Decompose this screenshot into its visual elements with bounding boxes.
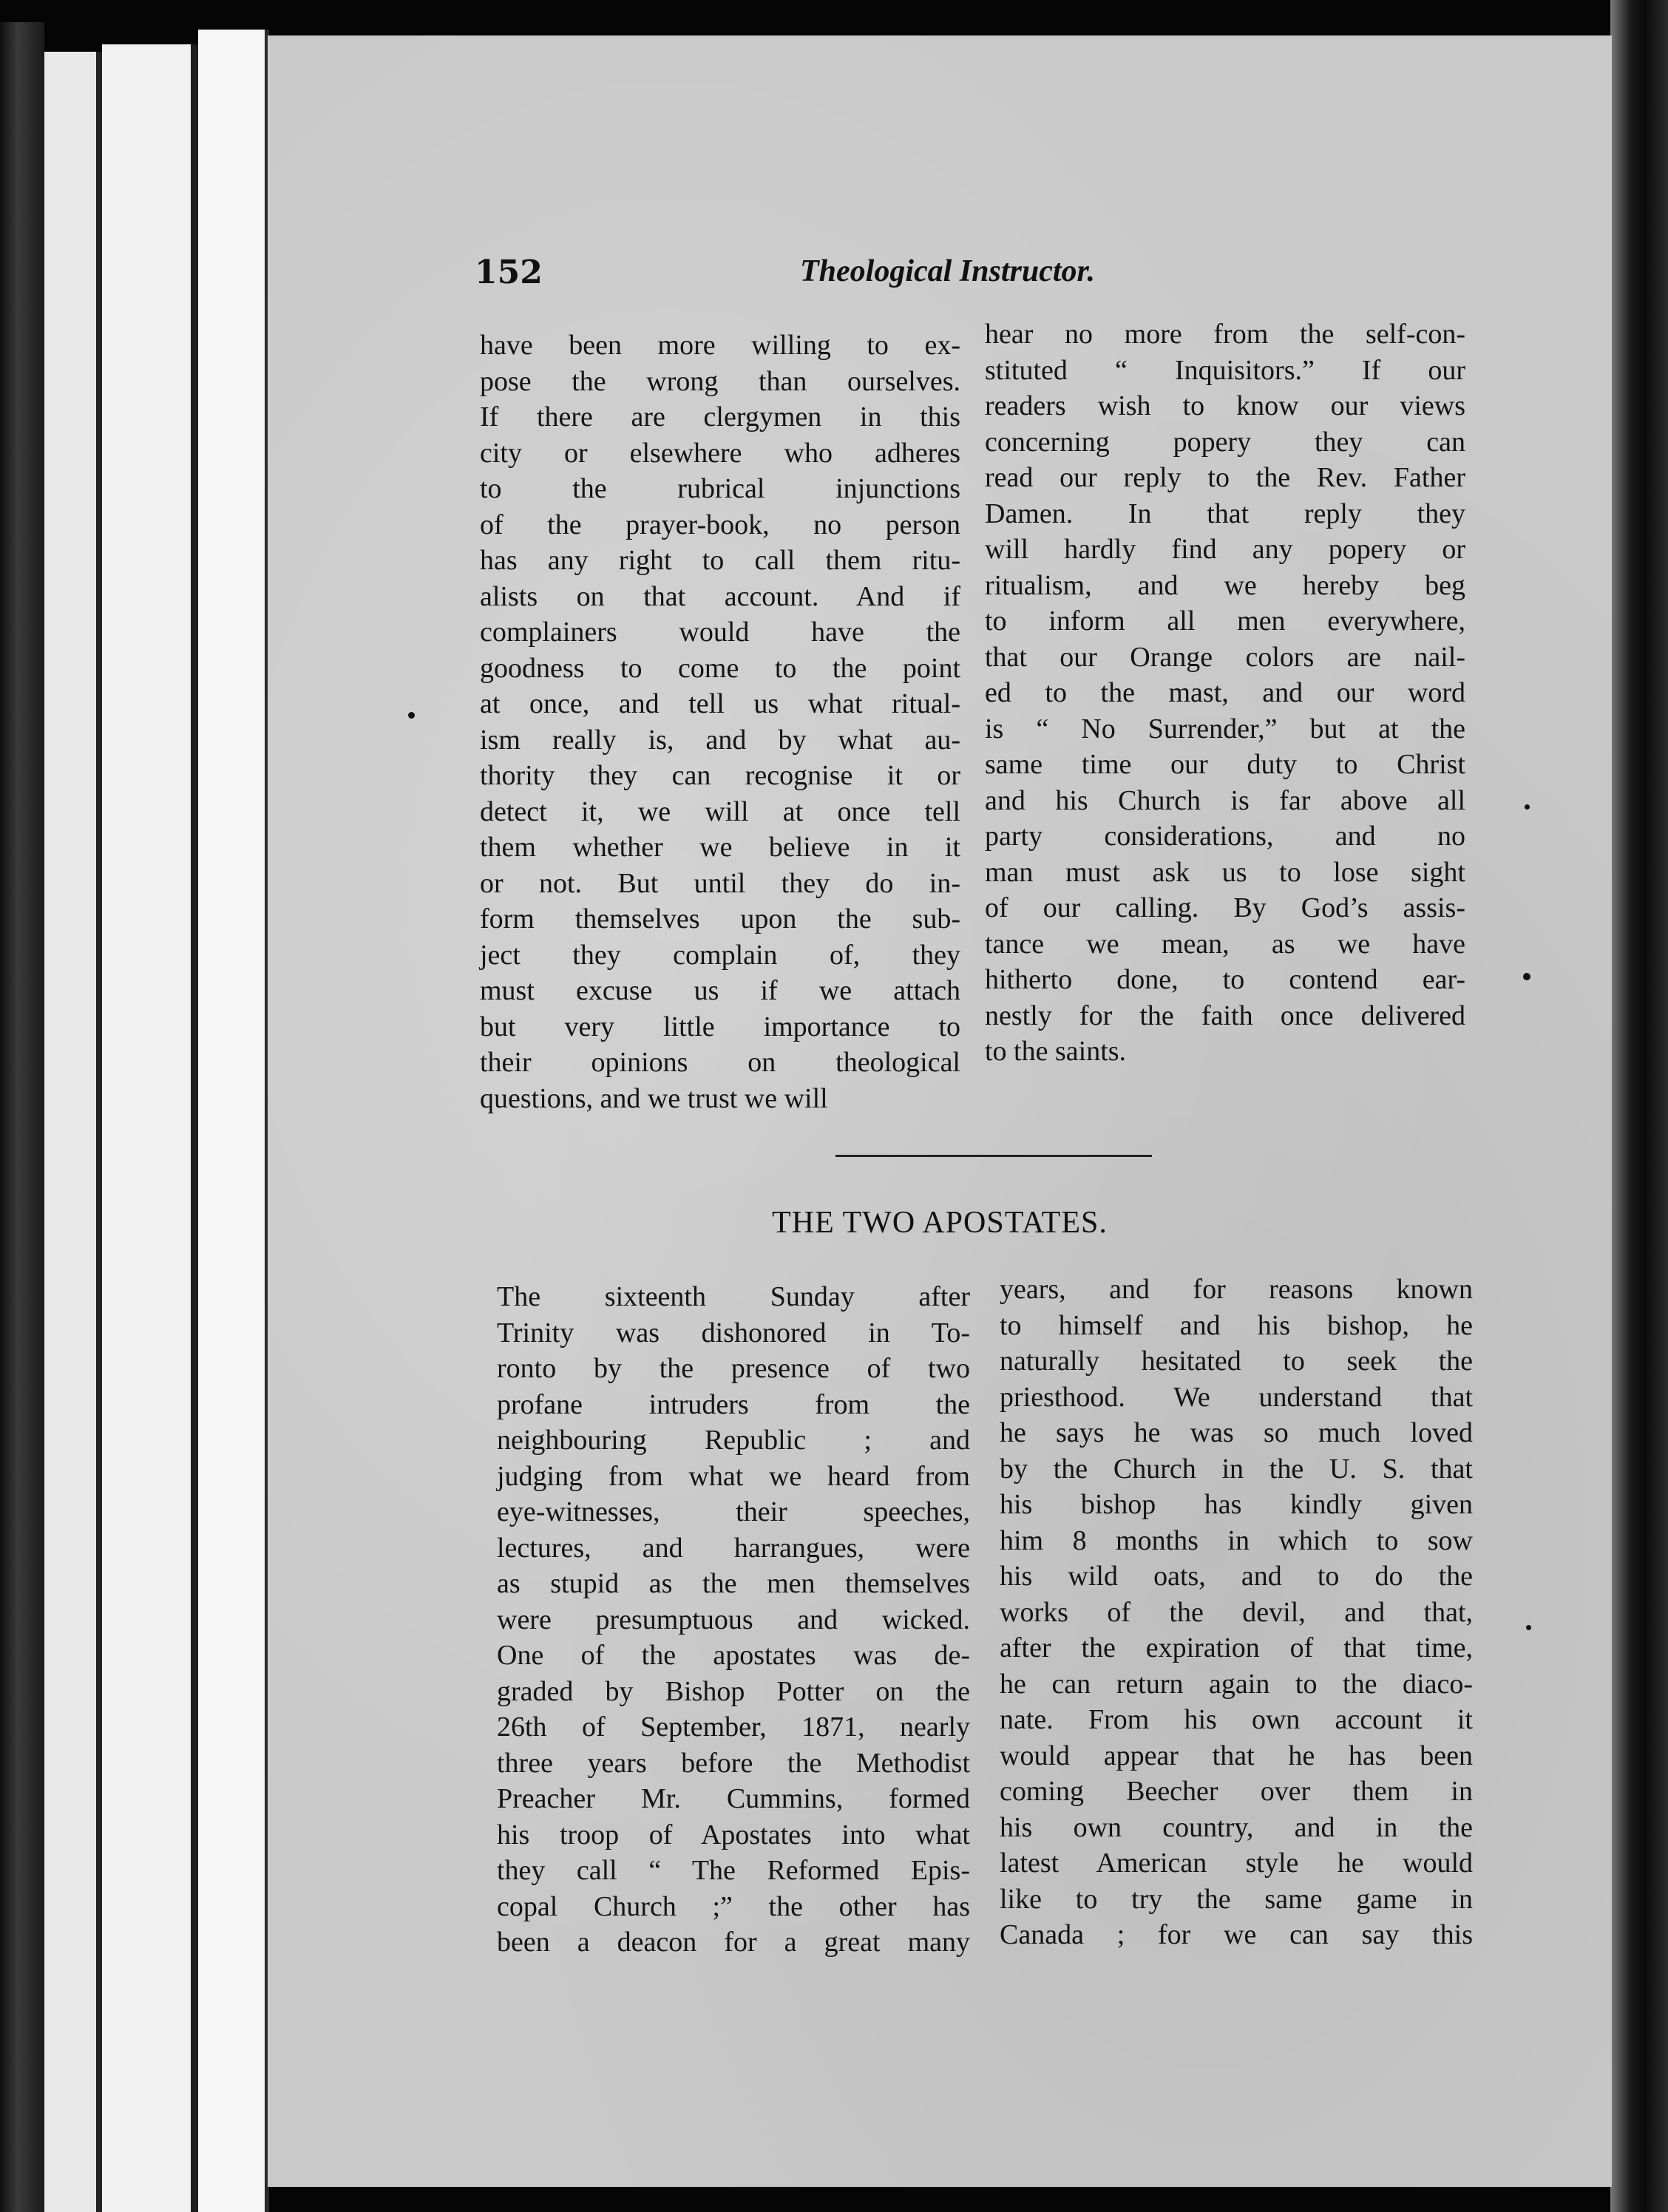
text-line: read our reply to the Rev. Father xyxy=(985,462,1465,493)
ink-speck xyxy=(1525,804,1530,810)
text-line: to the saints. xyxy=(985,1036,1127,1067)
section-title: THE TWO APOSTATES. xyxy=(772,1206,1108,1240)
text-line: coming Beecher over them in xyxy=(1000,1776,1473,1807)
text-line: works of the devil, and that, xyxy=(1000,1596,1473,1628)
text-line: and his Church is far above all xyxy=(985,784,1465,816)
text-line: The sixteenth Sunday after xyxy=(497,1281,970,1312)
text-line: like to try the same game in xyxy=(1000,1883,1473,1915)
text-column-left-top xyxy=(480,328,960,1116)
page-number: 152 xyxy=(475,254,543,291)
text-line: form themselves upon the sub- xyxy=(480,903,960,934)
text-line: nate. From his own account it xyxy=(1000,1704,1473,1735)
text-line: would appear that he has been xyxy=(1000,1740,1473,1771)
text-line: he can return again to the diaco- xyxy=(1000,1668,1473,1700)
text-line: same time our duty to Christ xyxy=(985,749,1465,780)
text-line: will hardly find any popery or xyxy=(985,534,1465,565)
text-line: or not. But until they do in- xyxy=(480,867,960,899)
text-line: hitherto done, to contend ear- xyxy=(985,964,1465,995)
text-line: Damen. In that reply they xyxy=(985,498,1465,529)
ink-speck xyxy=(1526,1625,1531,1630)
book-binding xyxy=(1610,0,1668,2212)
text-line: Canada ; for we can say this xyxy=(1000,1919,1473,1950)
text-line: have been more willing to ex- xyxy=(480,330,960,361)
book-page-edge xyxy=(44,52,102,2212)
text-line: tance we mean, as we have xyxy=(985,928,1465,960)
text-column-right-top xyxy=(985,316,1465,1070)
book-page xyxy=(268,35,1612,2187)
text-line: his troop of Apostates into what xyxy=(497,1819,970,1850)
text-line: pose the wrong than ourselves. xyxy=(480,365,960,397)
text-line: after the expiration of that time, xyxy=(1000,1632,1473,1663)
text-line: must excuse us if we attach xyxy=(480,975,960,1006)
text-line: Trinity was dishonored in To- xyxy=(497,1317,970,1348)
text-line: naturally hesitated to seek the xyxy=(1000,1346,1473,1377)
text-line: ed to the mast, and our word xyxy=(985,677,1465,708)
text-line: detect it, we will at once tell xyxy=(480,795,960,827)
text-line: by the Church in the U. S. that xyxy=(1000,1453,1473,1485)
text-line: questions, and we trust we will xyxy=(480,1082,828,1114)
ink-speck xyxy=(1523,973,1530,980)
text-line: priesthood. We understand that xyxy=(1000,1381,1473,1413)
page-header xyxy=(268,254,1612,313)
text-line: they call “ The Reformed Epis- xyxy=(497,1855,970,1886)
text-line: alists on that account. And if xyxy=(480,580,960,612)
text-line: has any right to call them ritu- xyxy=(480,545,960,576)
text-line: but very little importance to xyxy=(480,1011,960,1042)
text-line: If there are clergymen in this xyxy=(480,401,960,432)
text-line: man must ask us to lose sight xyxy=(985,856,1465,888)
text-line: party considerations, and no xyxy=(985,821,1465,852)
text-line: judging from what we heard from xyxy=(497,1460,970,1492)
text-line: stituted “ Inquisitors.” If our xyxy=(985,354,1465,386)
book-edge-dark xyxy=(0,22,44,2212)
text-line: Preacher Mr. Cummins, formed xyxy=(497,1783,970,1814)
text-line: ritualism, and we hereby beg xyxy=(985,569,1465,601)
text-line: hear no more from the self-con- xyxy=(985,319,1465,350)
text-line: eye-witnesses, their speeches, xyxy=(497,1496,970,1527)
section-divider xyxy=(835,1155,1152,1157)
text-line: to the rubrical injunctions xyxy=(480,473,960,504)
text-line: their opinions on theological xyxy=(480,1047,960,1078)
text-line: of the prayer-book, no person xyxy=(480,509,960,540)
text-line: his own country, and in the xyxy=(1000,1811,1473,1843)
text-line: graded by Bishop Potter on the xyxy=(497,1675,970,1707)
text-line: readers wish to know our views xyxy=(985,390,1465,421)
ink-speck xyxy=(408,712,415,719)
text-column-left-bottom xyxy=(497,1279,970,1961)
text-line: One of the apostates was de- xyxy=(497,1640,970,1671)
text-line: complainers would have the xyxy=(480,617,960,648)
book-page-edge xyxy=(102,44,198,2212)
text-line: latest American style he would xyxy=(1000,1848,1473,1879)
text-line: of our calling. By God’s assis- xyxy=(985,892,1465,923)
text-line: lectures, and harrangues, were xyxy=(497,1532,970,1564)
text-line: at once, and tell us what ritual- xyxy=(480,688,960,719)
text-line: profane intruders from the xyxy=(497,1388,970,1420)
text-line: ject they complain of, they xyxy=(480,939,960,971)
text-line: nestly for the faith once delivered xyxy=(985,1000,1465,1031)
text-line: city or elsewhere who adheres xyxy=(480,437,960,469)
text-line: thority they can recognise it or xyxy=(480,760,960,791)
text-line: copal Church ;” the other has xyxy=(497,1890,970,1922)
text-line: as stupid as the men themselves xyxy=(497,1568,970,1599)
text-line: concerning popery they can xyxy=(985,426,1465,458)
text-line: that our Orange colors are nail- xyxy=(985,641,1465,673)
text-line: his bishop has kindly given xyxy=(1000,1489,1473,1520)
book-page-edge xyxy=(198,30,269,2212)
text-line: to inform all men everywhere, xyxy=(985,605,1465,637)
text-line: ism really is, and by what au- xyxy=(480,724,960,756)
text-line: him 8 months in which to sow xyxy=(1000,1524,1473,1556)
text-line: ronto by the presence of two xyxy=(497,1353,970,1384)
text-column-right-bottom xyxy=(1000,1272,1473,1953)
text-line: goodness to come to the point xyxy=(480,652,960,684)
text-line: were presumptuous and wicked. xyxy=(497,1604,970,1635)
text-line: to himself and his bishop, he xyxy=(1000,1309,1473,1341)
running-title: Theological Instructor. xyxy=(800,254,1096,288)
text-line: them whether we believe in it xyxy=(480,832,960,863)
text-line: is “ No Surrender,” but at the xyxy=(985,713,1465,744)
text-line: his wild oats, and to do the xyxy=(1000,1561,1473,1592)
text-line: been a deacon for a great many xyxy=(497,1927,970,1958)
text-line: three years before the Methodist xyxy=(497,1747,970,1779)
text-line: neighbouring Republic ; and xyxy=(497,1425,970,1456)
text-line: 26th of September, 1871, nearly xyxy=(497,1711,970,1743)
text-line: he says he was so much loved xyxy=(1000,1417,1473,1448)
text-line: years, and for reasons known xyxy=(1000,1274,1473,1305)
